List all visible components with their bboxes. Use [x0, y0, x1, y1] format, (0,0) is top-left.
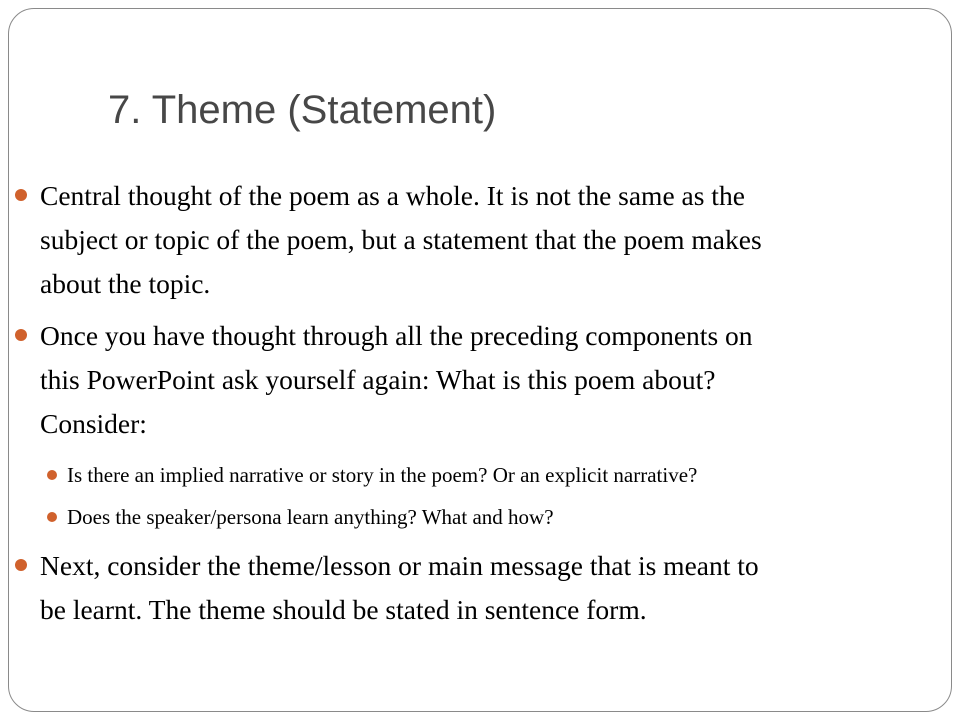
bullet-line: about the topic.: [40, 268, 211, 299]
bullet-dot-icon: [47, 470, 57, 480]
sub-bullet-implied-narrative: [67, 461, 947, 489]
slide-title: 7. Theme (Statement): [108, 88, 497, 132]
bullet-line: subject or topic of the poem, but a statement that the poem makes: [40, 224, 762, 255]
sub-bullet-text: Does the speaker/persona learn anything? What and how?: [67, 505, 554, 529]
bullet-line: be learnt. The theme should be stated in sentence form.: [40, 594, 647, 625]
bullet-once-you-have: [40, 314, 940, 446]
bullet-dot-icon: [15, 559, 27, 571]
bullet-line: Once you have thought through all the preceding components on: [40, 320, 753, 351]
bullet-line: Consider:: [40, 408, 147, 439]
bullet-dot-icon: [15, 329, 27, 341]
bullet-central-thought: [40, 174, 940, 306]
bullet-dot-icon: [15, 189, 27, 201]
sub-bullet-speaker-learn: [67, 503, 947, 531]
bullet-line: Central thought of the poem as a whole. It is not the same as the: [40, 180, 745, 211]
bullet-line: Next, consider the theme/lesson or main message that is meant to: [40, 550, 759, 581]
bullet-dot-icon: [47, 512, 57, 522]
bullet-line: this PowerPoint ask yourself again: What is this poem about?: [40, 364, 716, 395]
sub-bullet-text: Is there an implied narrative or story in the poem? Or an explicit narrative?: [67, 463, 698, 487]
bullet-next-consider: [40, 544, 940, 632]
